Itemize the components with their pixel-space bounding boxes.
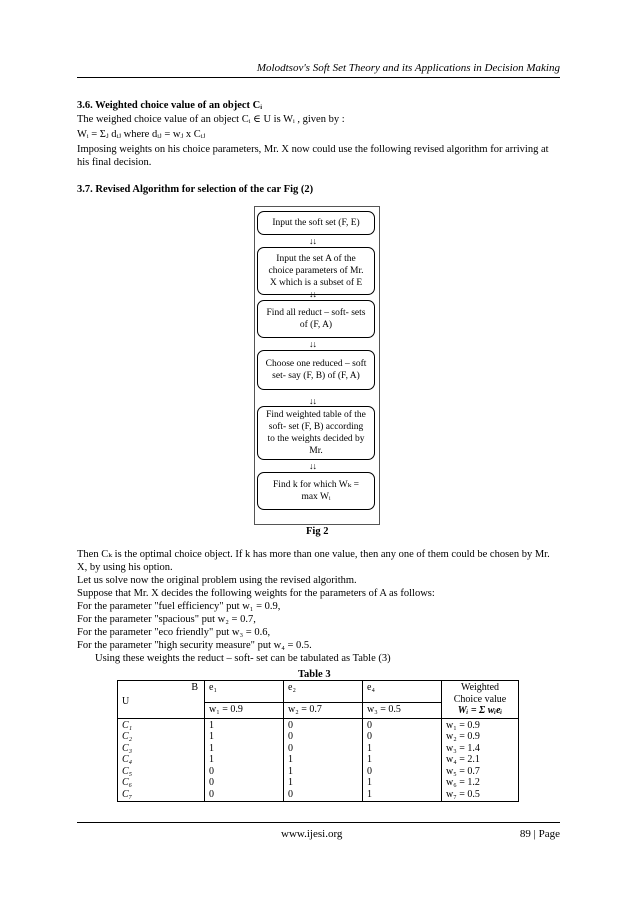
table-header-row: [118, 681, 519, 703]
objects-column: C₁ C₂ C₃ C₄ C₅ C₆ C₇: [118, 718, 205, 802]
weighted-column: w₁ = 0.9 w₂ = 0.9 w₃ = 1.4 w₄ = 2.1 w₅ = 0.7 w₆ = 1.2 w₇ = 0.5: [442, 718, 519, 802]
weight-w2: For the parameter "spacious" put w₂ = 0.7,: [77, 614, 256, 625]
col-header-weighted: Weighted Choice value Wᵢ = Σ wᵢeᵢ: [442, 681, 519, 719]
col-header-e4: e₄: [363, 681, 442, 703]
table-corner: [118, 681, 205, 719]
flow-arrow-2: ↓↓: [309, 289, 316, 299]
body-p1-line2: X, by using his option.: [77, 562, 173, 573]
weight-w1: For the parameter "fuel efficiency" put w₁ = 0.9,: [77, 601, 281, 612]
section-3-6-heading: 3.6. Weighted choice value of an object Cᵢ: [77, 100, 263, 111]
table-3: [117, 680, 519, 802]
footer-rule: [77, 822, 560, 823]
body-p3: Suppose that Mr. X decides the following weights for the parameters of A as follows:: [77, 588, 435, 599]
footer-site: www.ijesi.org: [281, 828, 343, 840]
table-3-caption: Table 3: [298, 669, 331, 680]
flow-arrow-4: ↓↓: [309, 396, 316, 406]
flow-step-6: Find k for which Wₖ = max Wᵢ: [257, 472, 375, 510]
section-3-6-para-line2: his final decision.: [77, 157, 152, 168]
flow-step-4: Choose one reduced – soft set- say (F, B) of (F, A): [257, 350, 375, 390]
e4-column: 0 0 1 1 0 1 1: [363, 718, 442, 802]
corner-u-label: U: [122, 696, 130, 707]
weight-w3: For the parameter "eco friendly" put w₃ = 0.6,: [77, 627, 271, 638]
weight-formula: Wᵢ = Σⱼ dᵢⱼ where dᵢⱼ = wⱼ x Cᵢⱼ: [77, 129, 206, 140]
section-3-6-para-line1: Imposing weights on his choice parameters, Mr. X now could use the following revised algorithm for arriving at: [77, 144, 549, 155]
body-p1-line1: Then Cₖ is the optimal choice object. If k has more than one value, then any one of them could be chosen by Mr.: [77, 549, 550, 560]
col-header-e2: e₂: [284, 681, 363, 703]
col-weight-e4: w₃ = 0.5: [363, 703, 442, 719]
footer-page-number: 89 | Page: [519, 828, 560, 840]
flow-step-5: Find weighted table of the soft- set (F, B) according to the weights decided by Mr.: [257, 406, 375, 460]
header-rule: [77, 77, 560, 78]
weight-w4: For the parameter "high security measure" put w₄ = 0.5.: [77, 640, 312, 651]
flow-step-1: Input the soft set (F, E): [257, 211, 375, 235]
e1-column: 1 1 1 1 0 0 0: [205, 718, 284, 802]
body-p4: Using these weights the reduct – soft- set can be tabulated as Table (3): [95, 653, 391, 664]
e2-column: 0 0 0 1 1 1 0: [284, 718, 363, 802]
body-p2: Let us solve now the original problem using the revised algorithm.: [77, 575, 357, 586]
figure-caption: Fig 2: [306, 526, 329, 537]
col-weight-e2: w₂ = 0.7: [284, 703, 363, 719]
running-header: Molodtsov's Soft Set Theory and its Applications in Decision Making: [256, 62, 560, 74]
flow-arrow-5: ↓↓: [309, 461, 316, 471]
flow-arrow-1: ↓↓: [309, 236, 316, 246]
table-body-row: [118, 718, 519, 802]
flow-step-3: Find all reduct – soft- sets of (F, A): [257, 300, 375, 338]
flow-step-2: Input the set A of the choice parameters of Mr. X which is a subset of E: [257, 247, 375, 295]
section-3-7-heading: 3.7. Revised Algorithm for selection of the car Fig (2): [77, 184, 314, 195]
col-weight-e1: w₁ = 0.9: [205, 703, 284, 719]
flow-arrow-3: ↓↓: [309, 339, 316, 349]
corner-b-label: B: [191, 682, 198, 693]
col-header-e1: e₁: [205, 681, 284, 703]
section-3-6-line1: The weighed choice value of an object Cᵢ ∈ U is Wᵢ , given by :: [77, 114, 345, 125]
